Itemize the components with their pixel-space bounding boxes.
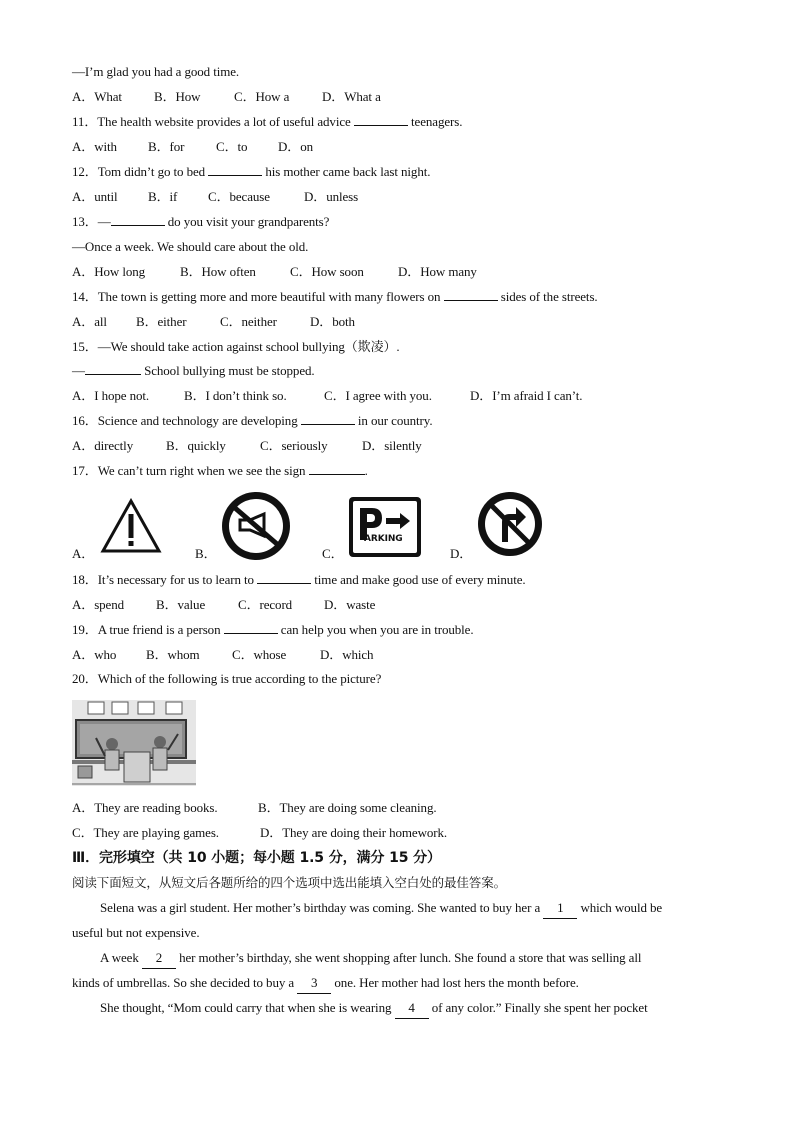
q17-option-c-label[interactable]: C． <box>322 546 344 561</box>
q18-question <box>72 570 526 590</box>
q16-blank <box>301 412 355 425</box>
q19-option-a[interactable]: A．who <box>72 647 117 662</box>
q14-text-after: sides of the streets. <box>500 289 598 304</box>
q13-option-c[interactable]: C．How soon <box>290 264 364 279</box>
q15-blank <box>85 362 141 375</box>
q10-option-c[interactable]: C．How a <box>234 89 290 104</box>
q18-option-d[interactable]: D．waste <box>324 597 376 612</box>
q16-text-after: in our country. <box>357 413 433 428</box>
q19-blank <box>224 621 278 634</box>
section3-instructions: 阅读下面短文，从短文后各题所给的四个选项中选出能填入空白处的最佳答案。 <box>72 875 507 890</box>
parking-sign-text: ARKING <box>364 534 403 544</box>
passage-text: kinds of umbrellas. So she decided to buy a <box>72 975 295 990</box>
q16-text-before: 16．Science and technology are developing <box>72 413 298 428</box>
q15-option-d[interactable]: D．I’m afraid I can’t. <box>470 388 583 403</box>
no-honking-sign-icon[interactable] <box>220 490 292 562</box>
q20-option-b[interactable]: B．They are doing some cleaning. <box>258 800 437 815</box>
q11-question <box>72 112 462 132</box>
q18-blank <box>257 571 311 584</box>
passage-text: one. Her mother had lost hers the month before. <box>334 975 579 990</box>
q12-options <box>72 187 358 207</box>
q10-reply: —I’m glad you had a good time. <box>72 64 240 79</box>
q11-option-d[interactable]: D．on <box>278 139 313 154</box>
q10-options <box>72 87 381 107</box>
q10-option-b[interactable]: B．How <box>154 89 201 104</box>
q16-option-a[interactable]: A．directly <box>72 438 134 453</box>
q20-option-c[interactable]: C．They are playing games. <box>72 825 219 840</box>
passage-line-5 <box>100 998 648 1019</box>
q13-text-before: 13．— <box>72 214 111 229</box>
q11-option-a[interactable]: A．with <box>72 139 117 154</box>
passage-blank-4: 4 <box>395 998 429 1019</box>
q10-option-d[interactable]: D．What a <box>322 89 381 104</box>
passage-line-4 <box>72 973 579 994</box>
passage-line-1 <box>100 898 662 919</box>
q11-option-c[interactable]: C．to <box>216 139 248 154</box>
passage-text: A week <box>100 950 139 965</box>
q13-option-a[interactable]: A．How long <box>72 264 146 279</box>
q15-option-b[interactable]: B．I don’t think so. <box>184 388 287 403</box>
q17-question <box>72 461 368 481</box>
q16-options <box>72 436 422 456</box>
q19-options <box>72 645 373 665</box>
q17-text-before: 17．We can’t turn right when we see the sign <box>72 463 306 478</box>
q20-options-row2 <box>72 823 447 843</box>
q14-option-a[interactable]: A．all <box>72 314 107 329</box>
q12-option-b[interactable]: B．if <box>148 189 178 204</box>
q11-option-b[interactable]: B．for <box>148 139 185 154</box>
q16-option-d[interactable]: D．silently <box>362 438 422 453</box>
q16-question <box>72 411 432 431</box>
q15-option-a[interactable]: A．I hope not. <box>72 388 150 403</box>
q15-reply <box>72 361 315 381</box>
q12-text-after: his mother came back last night. <box>265 164 431 179</box>
q18-option-a[interactable]: A．spend <box>72 597 125 612</box>
q19-option-b[interactable]: B．whom <box>146 647 200 662</box>
q13-option-d[interactable]: D．How many <box>398 264 477 279</box>
no-right-turn-sign-icon[interactable] <box>476 490 544 558</box>
q13-blank <box>111 213 165 226</box>
section3-title: Ⅲ．完形填空（共 10 小题；每小题 1.5 分，满分 15 分） <box>72 850 441 866</box>
q14-option-d[interactable]: D．both <box>310 314 355 329</box>
q10-option-a[interactable]: A．What <box>72 89 122 104</box>
q15-options <box>72 386 582 406</box>
passage-text: her mother’s birthday, she went shopping after lunch. She found a store that was selling all <box>179 950 642 965</box>
q17-blank <box>309 462 365 475</box>
q17-option-b-label[interactable]: B． <box>195 546 217 561</box>
q20-options-row1 <box>72 798 437 818</box>
parking-sign-icon[interactable] <box>348 496 422 558</box>
q12-text-before: 12．Tom didn’t go to bed <box>72 164 206 179</box>
passage-blank-3: 3 <box>297 973 331 994</box>
passage-line-3 <box>100 948 641 969</box>
q17-option-a-label[interactable]: A． <box>72 546 95 561</box>
q19-question <box>72 620 473 640</box>
q15-question: 15．—We should take action against school bullying（欺凌）. <box>72 339 400 354</box>
q16-option-b[interactable]: B．quickly <box>166 438 226 453</box>
q11-text-before: 11．The health website provides a lot of useful advice <box>72 114 351 129</box>
passage-text: Selena was a girl student. Her mother’s birthday was coming. She wanted to buy her a <box>100 900 541 915</box>
passage-blank-1: 1 <box>543 898 577 919</box>
q14-blank <box>444 288 498 301</box>
q13-question <box>72 212 329 232</box>
q18-text-before: 18．It’s necessary for us to learn to <box>72 572 254 587</box>
q19-text-after: can help you when you are in trouble. <box>280 622 474 637</box>
q20-option-d[interactable]: D．They are doing their homework. <box>260 825 448 840</box>
q17-period: . <box>364 463 368 478</box>
q19-option-d[interactable]: D．which <box>320 647 374 662</box>
q15-text-after: School bullying must be stopped. <box>144 363 315 378</box>
q13-options <box>72 262 477 282</box>
q14-question <box>72 287 598 307</box>
q12-option-c[interactable]: C．because <box>208 189 270 204</box>
q18-text-after: time and make good use of every minute. <box>314 572 526 587</box>
passage-text: She thought, “Mom could carry that when she is wearing <box>100 1000 392 1015</box>
classroom-cleaning-illustration <box>72 700 196 786</box>
q19-text-before: 19．A true friend is a person <box>72 622 221 637</box>
q14-option-c[interactable]: C．neither <box>220 314 277 329</box>
passage-text: of any color.” Finally she spent her pocket <box>431 1000 648 1015</box>
q11-blank <box>354 113 408 126</box>
q13-text-after: do you visit your grandparents? <box>167 214 330 229</box>
q16-option-c[interactable]: C．seriously <box>260 438 328 453</box>
q13-option-b[interactable]: B．How often <box>180 264 256 279</box>
q14-options <box>72 312 355 332</box>
q20-question: 20．Which of the following is true according to the picture? <box>72 671 382 686</box>
passage-blank-2: 2 <box>142 948 176 969</box>
q14-option-b[interactable]: B．either <box>136 314 187 329</box>
q15-option-c[interactable]: C．I agree with you. <box>324 388 432 403</box>
q15-dash: — <box>72 363 85 378</box>
passage-text: which would be <box>580 900 663 915</box>
q12-blank <box>208 163 262 176</box>
warning-triangle-icon[interactable] <box>100 498 162 554</box>
q12-option-a[interactable]: A．until <box>72 189 118 204</box>
q14-text-before: 14．The town is getting more and more beautiful with many flowers on <box>72 289 441 304</box>
q18-option-b[interactable]: B．value <box>156 597 206 612</box>
q12-question <box>72 162 430 182</box>
q18-options <box>72 595 375 615</box>
q20-option-a[interactable]: A．They are reading books. <box>72 800 218 815</box>
q18-option-c[interactable]: C．record <box>238 597 293 612</box>
q13-reply: —Once a week. We should care about the old. <box>72 239 309 254</box>
q11-text-after: teenagers. <box>411 114 463 129</box>
q11-options <box>72 137 313 157</box>
q19-option-c[interactable]: C．whose <box>232 647 287 662</box>
q17-option-d-label[interactable]: D． <box>450 546 473 561</box>
q12-option-d[interactable]: D．unless <box>304 189 359 204</box>
passage-line-2: useful but not expensive. <box>72 925 200 940</box>
